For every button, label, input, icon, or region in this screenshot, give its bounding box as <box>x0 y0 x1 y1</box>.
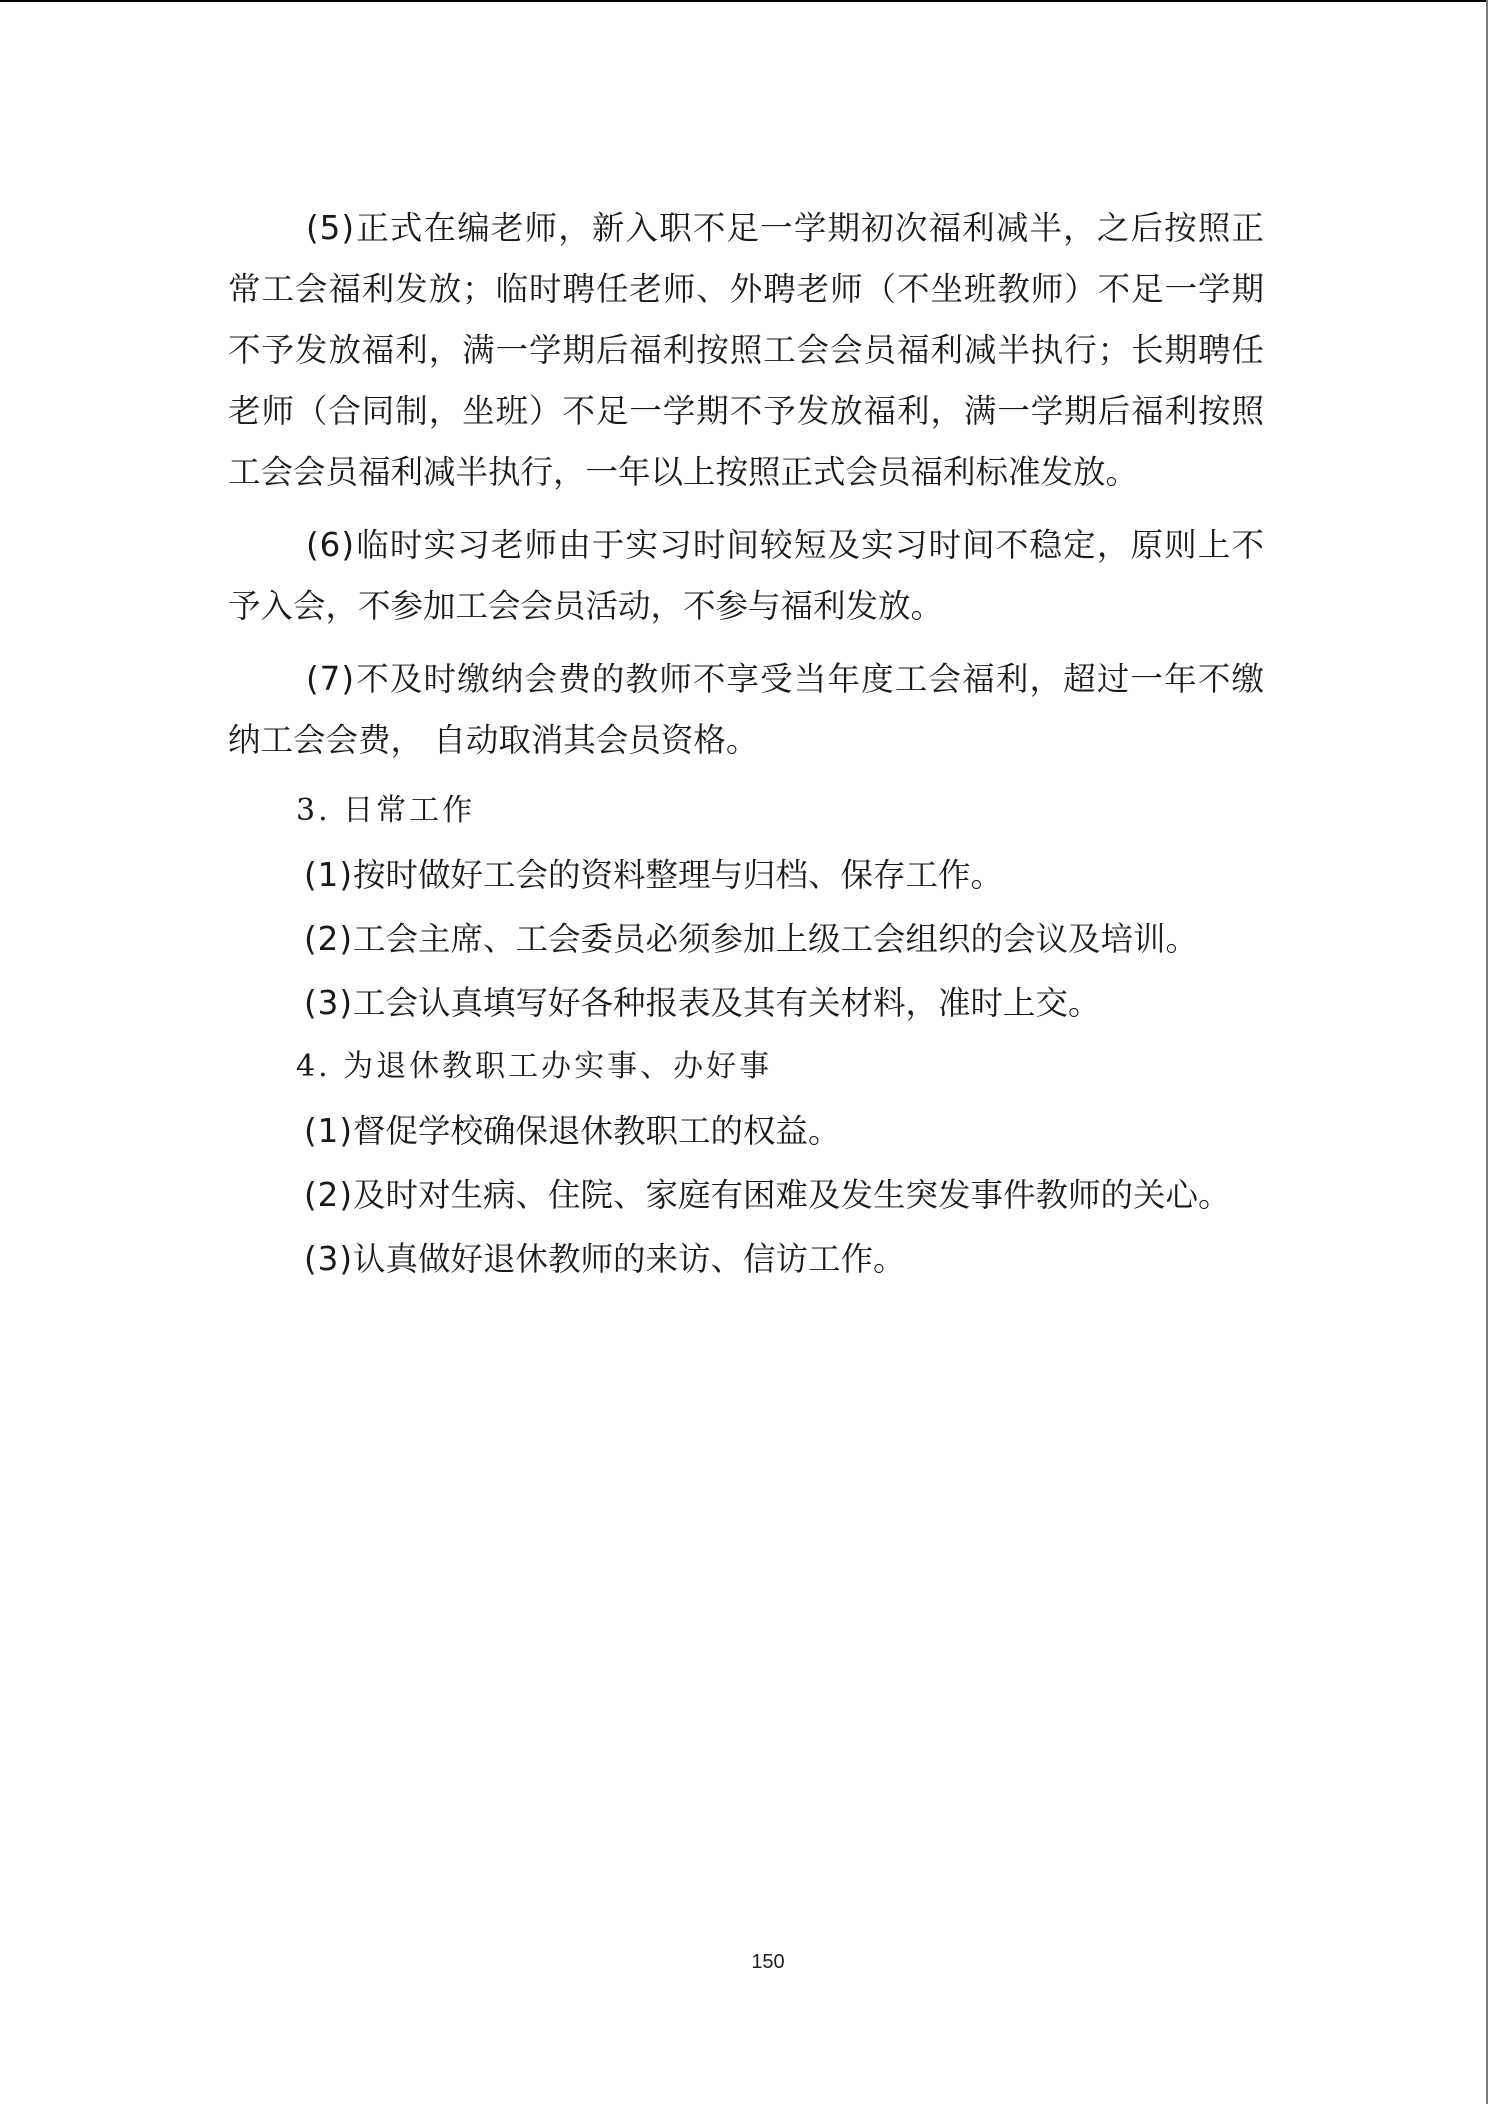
section-3-item-1 <box>228 843 1264 907</box>
item-number: (1) <box>304 856 354 894</box>
paragraph-6 <box>228 515 1264 637</box>
paragraph-text: 临时实习老师由于实习时间较短及实习时间不稳定，原则上不予入会，不参加工会会员活动，不参与福利发放。 <box>228 526 1264 625</box>
section-4-heading: 4. 为退休教职工办实事、办好事 <box>296 1049 773 1084</box>
item-number: (3) <box>304 984 354 1022</box>
paragraph-text: 正式在编老师，新入职不足一学期初次福利减半，之后按照正常工会福利发放；临时聘任老师、外聘老师（不坐班教师）不足一学期不予发放福利，满一学期后福利按照工会会员福利减半执行；长期聘任老师（合同制，坐班）不足一学期不予发放福利，满一学期后福利按照工会会员福利减半执行，一年以上按照正式会员福利标准发放。 <box>228 209 1264 491</box>
item-text: 工会主席、工会委员必须参加上级工会组织的会议及培训。 <box>353 920 1199 958</box>
top-border-line <box>0 0 1488 2</box>
paragraph-number: (7) <box>306 660 356 698</box>
section-4-item-3 <box>228 1227 1264 1291</box>
item-number: (2) <box>304 1176 354 1214</box>
section-4-item-1 <box>228 1099 1264 1163</box>
paragraph-text: 不及时缴纳会费的教师不享受当年度工会福利，超过一年不缴纳工会会费， 自动取消其会员资格。 <box>228 660 1264 759</box>
document-body <box>228 198 1264 1291</box>
paragraph-7 <box>228 649 1264 771</box>
item-text: 按时做好工会的资料整理与归档、保存工作。 <box>353 856 1004 894</box>
section-4-item-2 <box>228 1163 1264 1227</box>
item-text: 督促学校确保退休教职工的权益。 <box>353 1112 841 1150</box>
paragraph-number: (6) <box>306 526 356 564</box>
item-number: (2) <box>304 920 354 958</box>
section-3-item-3 <box>228 971 1264 1035</box>
paragraph-5 <box>228 198 1264 503</box>
item-text: 工会认真填写好各种报表及其有关材料，准时上交。 <box>353 984 1101 1022</box>
page-number: 150 <box>751 1951 785 1973</box>
section-3-item-2 <box>228 907 1264 971</box>
item-number: (1) <box>304 1112 354 1150</box>
item-text: 及时对生病、住院、家庭有困难及发生突发事件教师的关心。 <box>353 1176 1231 1214</box>
item-number: (3) <box>304 1240 354 1278</box>
item-text: 认真做好退休教师的来访、信访工作。 <box>353 1240 906 1278</box>
paragraph-number: (5) <box>306 209 356 247</box>
section-3-heading: 3. 日常工作 <box>296 793 476 828</box>
